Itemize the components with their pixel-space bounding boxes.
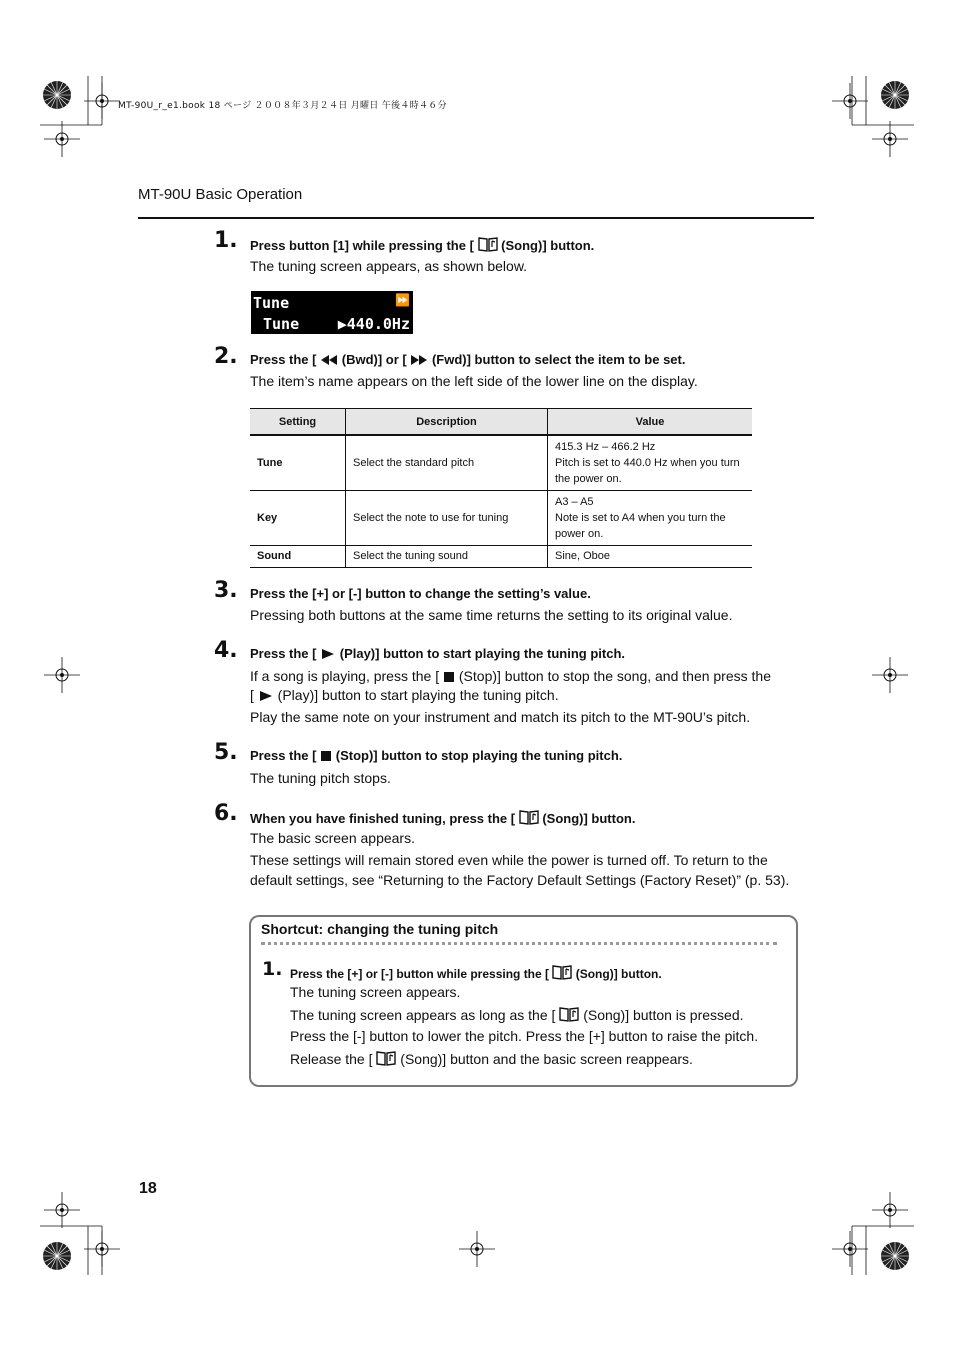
body-text: (Play)] button to start playing the tuning pitch. xyxy=(277,687,559,703)
play-icon xyxy=(258,690,274,702)
step-number: 2. xyxy=(214,344,238,369)
step-body: The basic screen appears. xyxy=(250,830,415,846)
setting-cell: Key xyxy=(250,490,346,545)
shortcut-heading xyxy=(290,964,662,981)
description-cell: Select the standard pitch xyxy=(346,435,548,490)
body-text: The tuning screen appears as long as the [ xyxy=(290,1007,556,1023)
shortcut-body: The tuning screen appears. xyxy=(290,984,461,1000)
table-row xyxy=(250,545,752,567)
step-number: 1. xyxy=(214,228,238,253)
value-line: the power on. xyxy=(555,472,622,485)
shortcut-title: Shortcut: changing the tuning pitch xyxy=(261,921,499,937)
stop-icon xyxy=(443,671,455,683)
song-book-icon xyxy=(519,809,539,825)
song-book-icon xyxy=(552,964,572,980)
step-body: The tuning pitch stops. xyxy=(250,770,391,786)
step-heading-text: (Bwd)] or [ xyxy=(341,352,407,367)
play-icon xyxy=(320,648,336,660)
step-heading xyxy=(250,809,635,826)
song-book-icon xyxy=(376,1050,396,1066)
step-heading xyxy=(250,236,594,253)
step-heading-text: (Stop)] button to stop playing the tuning pitch. xyxy=(335,748,623,763)
lcd-line1-left: Tune xyxy=(253,294,290,312)
table-row xyxy=(250,435,752,490)
value-cell xyxy=(548,435,753,490)
value-cell xyxy=(548,490,753,545)
step-heading xyxy=(250,646,625,661)
step-body: default settings, see “Returning to the Factory Default Settings (Factory Reset)” (p. 53). xyxy=(250,872,790,888)
body-text: Release the [ xyxy=(290,1051,373,1067)
step-body: These settings will remain stored even while the power is turned off. To return to the xyxy=(250,852,768,868)
step-heading-text: (Fwd)] button to select the item to be set. xyxy=(431,352,686,367)
step-heading-text: Press the [ xyxy=(250,646,317,661)
step-heading-text: (Play)] button to start playing the tuning pitch. xyxy=(339,646,625,661)
lcd-line2-right: ▶440.0Hz xyxy=(337,315,410,333)
stop-icon xyxy=(320,750,332,762)
body-text: (Song)] button is pressed. xyxy=(583,1007,744,1023)
step-body xyxy=(250,687,559,703)
lcd-display xyxy=(251,291,413,334)
body-text: If a song is playing, press the [ xyxy=(250,668,440,684)
settings-table xyxy=(250,408,752,568)
step-number: 5. xyxy=(214,740,238,765)
page-header-title: MT-90U Basic Operation xyxy=(138,186,303,203)
step-body xyxy=(250,668,771,684)
description-cell: Select the tuning sound xyxy=(346,545,548,567)
step-heading-text: (Song)] button. xyxy=(501,238,595,253)
value-line: power on. xyxy=(555,527,604,540)
value-line: Pitch is set to 440.0 Hz when you turn xyxy=(555,456,740,469)
value-line: 415.3 Hz – 466.2 Hz xyxy=(555,440,656,453)
value-cell: Sine, Oboe xyxy=(548,545,753,567)
fast-forward-icon xyxy=(410,354,428,366)
song-book-icon xyxy=(478,236,498,252)
step-body: The item’s name appears on the left side of the lower line on the display. xyxy=(250,373,698,389)
step-heading-text: Press the [ xyxy=(250,748,317,763)
step-heading xyxy=(250,352,685,367)
body-text: (Song)] button and the basic screen reappears. xyxy=(400,1051,693,1067)
step-heading-text: (Song)] button. xyxy=(575,967,662,981)
step-heading-text: Press the [+] or [-] button while pressing the [ xyxy=(290,967,550,981)
step-number: 3. xyxy=(214,578,238,603)
value-line: A3 – A5 xyxy=(555,495,594,508)
shortcut-body xyxy=(290,1006,744,1023)
dotted-divider xyxy=(261,942,777,945)
lcd-line1-right: ⏩ xyxy=(395,293,410,307)
setting-cell: Sound xyxy=(250,545,346,567)
step-heading xyxy=(250,748,622,763)
step-heading-text: Press the [ xyxy=(250,352,317,367)
column-header: Description xyxy=(346,409,548,436)
step-heading-text: (Song)] button. xyxy=(542,811,636,826)
header-rule xyxy=(138,217,814,219)
value-line: Note is set to A4 when you turn the xyxy=(555,511,726,524)
column-header: Setting xyxy=(250,409,346,436)
page-number: 18 xyxy=(139,1180,157,1197)
song-book-icon xyxy=(559,1006,579,1022)
step-heading-text: Press button [1] while pressing the [ xyxy=(250,238,474,253)
step-number: 1. xyxy=(262,958,283,980)
setting-cell: Tune xyxy=(250,435,346,490)
print-meta: MT-90U_r_e1.book 18 ページ ２００８年３月２４日 月曜日 午後４時４６分 xyxy=(118,101,447,111)
lcd-line2-left: Tune xyxy=(263,315,300,333)
step-number: 6. xyxy=(214,801,238,826)
step-body: The tuning screen appears, as shown below. xyxy=(250,258,528,274)
table-row xyxy=(250,490,752,545)
column-header: Value xyxy=(548,409,753,436)
description-cell: Select the note to use for tuning xyxy=(346,490,548,545)
table-header-row xyxy=(250,409,752,436)
step-number: 4. xyxy=(214,638,238,663)
step-heading: Press the [+] or [-] button to change the setting’s value. xyxy=(250,586,591,601)
body-text: (Stop)] button to stop the song, and then press the xyxy=(458,668,771,684)
step-heading-text: When you have finished tuning, press the [ xyxy=(250,811,516,826)
step-body: Play the same note on your instrument and match its pitch to the MT-90U’s pitch. xyxy=(250,709,751,725)
shortcut-body xyxy=(290,1050,693,1067)
rewind-icon xyxy=(320,354,338,366)
step-body: Pressing both buttons at the same time returns the setting to its original value. xyxy=(250,607,733,623)
shortcut-body: Press the [-] button to lower the pitch. Press the [+] button to raise the pitch. xyxy=(290,1028,759,1044)
body-text: [ xyxy=(250,687,254,703)
